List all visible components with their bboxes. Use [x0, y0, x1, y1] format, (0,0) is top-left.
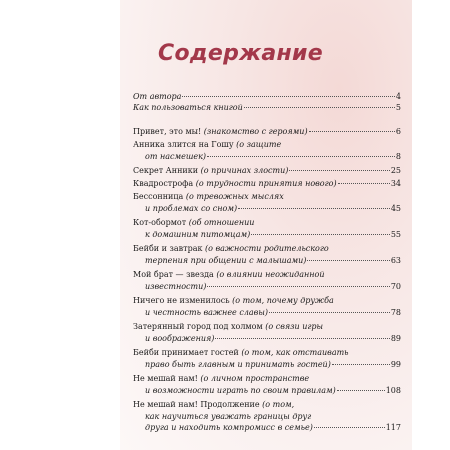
dot-leader — [314, 427, 385, 428]
toc-chapter-subtitle: (о том, — [262, 400, 295, 409]
toc-chapter-subtitle: Как пользоваться книгой — [133, 103, 243, 112]
toc-chapter-subtitle: и возможности играть по своим правилам) — [145, 385, 336, 395]
toc-page-number: 99 — [390, 359, 401, 369]
toc-entry-text — [145, 333, 214, 345]
dot-leader — [269, 312, 390, 313]
toc-chapter-subtitle: (о важности родительского — [205, 244, 329, 253]
toc-chapter-subtitle: друга и находить компромисс в семье) — [145, 423, 313, 432]
dot-leader — [337, 390, 385, 391]
toc-chapter-subtitle: как научиться уважать границы друг — [145, 411, 312, 421]
toc-entry-text — [133, 191, 284, 203]
toc-chapter-subtitle: (о том, как отстаивать — [241, 348, 349, 357]
toc-entry-line — [133, 373, 401, 385]
toc-entry — [133, 217, 401, 240]
toc-entry — [133, 178, 401, 190]
toc-entry-line — [133, 229, 401, 241]
toc-entry-text — [133, 269, 325, 281]
toc-page-number: 6 — [395, 127, 401, 136]
toc-entry-line — [133, 243, 401, 255]
toc-entry-text — [145, 359, 331, 371]
toc-entry-line — [133, 411, 401, 423]
dot-leader — [332, 364, 390, 365]
toc-entry-text — [133, 91, 181, 103]
toc-entry — [133, 243, 401, 266]
dot-leader — [289, 170, 389, 171]
toc-chapter-subtitle: (о причинах злости) — [200, 166, 289, 175]
toc-page-number: 108 — [385, 385, 401, 395]
toc-entry-text — [133, 373, 309, 385]
toc-chapter-subtitle: (знакомство с героями) — [203, 127, 308, 136]
toc-entry-text — [133, 399, 294, 411]
toc-entry-text — [145, 203, 237, 215]
toc-chapter-subtitle: (о трудности принятия нового) — [195, 179, 337, 188]
toc-entry-line — [133, 151, 401, 163]
toc-entry — [133, 295, 401, 318]
toc-page-number: 34 — [390, 179, 401, 188]
toc-entry-text — [145, 411, 311, 423]
toc-chapter-title: Кот-обормот — [133, 218, 189, 227]
toc-entry-line — [133, 385, 401, 397]
toc-chapter-title: Не мешай нам! — [133, 374, 201, 383]
page-title: Содержание — [158, 41, 323, 66]
toc-entry — [133, 102, 401, 114]
toc-chapter-title: Секрет Анники — [133, 166, 201, 175]
toc-entry-line — [133, 347, 401, 359]
toc-entry-text — [145, 229, 250, 241]
toc-entry-line — [133, 255, 401, 267]
toc-entry-text — [133, 139, 281, 151]
toc-page-number: 63 — [390, 255, 401, 265]
toc-entry-text — [145, 422, 313, 434]
toc-page-number: 78 — [390, 307, 401, 317]
toc-chapter-title: Анника злится на Гошу — [133, 140, 237, 149]
toc-chapter-title: Квадрострофа — [133, 179, 196, 188]
toc-entry-text — [133, 165, 288, 177]
toc-entry-line — [133, 102, 401, 114]
toc-entry — [133, 321, 401, 344]
dot-leader — [207, 156, 395, 157]
dot-leader — [215, 338, 389, 339]
dot-leader — [251, 234, 390, 235]
dot-leader — [338, 183, 390, 184]
toc-entry-text — [133, 295, 334, 307]
toc-entry-line — [133, 191, 401, 203]
toc-chapter-subtitle: (о том, почему дружба — [232, 296, 334, 305]
toc-entry-line — [133, 165, 401, 177]
toc-entry-text — [133, 102, 243, 114]
toc-entry-line — [133, 321, 401, 333]
toc-entry-text — [145, 255, 306, 267]
toc-page-number: 45 — [390, 203, 401, 213]
toc-chapter-subtitle: От автора — [133, 92, 182, 101]
toc-entry-text — [145, 385, 336, 397]
toc-entry-text — [133, 243, 329, 255]
toc-chapter-title: Ничего не изменилось — [133, 296, 233, 305]
toc-page-number: 70 — [390, 281, 401, 291]
toc-entry-line — [133, 178, 401, 190]
toc-chapter-subtitle: (о защите — [236, 140, 282, 149]
dot-leader — [207, 286, 389, 287]
toc-chapter-subtitle: и воображения) — [145, 333, 215, 343]
toc-chapter-title: Бейби принимает гостей — [133, 348, 242, 357]
toc-chapter-subtitle: к домашним питомцам) — [145, 229, 251, 239]
toc-entry — [133, 269, 401, 292]
toc-chapter-subtitle: известности) — [145, 281, 207, 291]
toc-entry — [133, 191, 401, 214]
toc-entry-line — [133, 333, 401, 345]
toc-entry — [133, 91, 401, 103]
toc-entry-line — [133, 281, 401, 293]
toc-chapter-subtitle: и проблемах со сном) — [145, 203, 238, 213]
toc-entry-line — [133, 91, 401, 103]
toc-chapter-subtitle: (об отношении — [188, 218, 255, 227]
toc-entry-text — [133, 178, 337, 190]
toc-chapter-subtitle: от насмешек) — [145, 151, 207, 161]
toc-entry-line — [133, 217, 401, 229]
toc-entry-line — [133, 307, 401, 319]
toc-entry — [133, 373, 401, 396]
toc-chapter-title: Бессонница — [133, 192, 186, 201]
toc-entry — [133, 139, 401, 162]
toc-chapter-title: Бейби и завтрак — [133, 244, 206, 253]
toc-entry-line — [133, 269, 401, 281]
toc-entry-text — [133, 217, 254, 229]
toc-entry-line — [133, 139, 401, 151]
toc-chapter-subtitle: (о связи игры — [265, 322, 324, 331]
dot-leader — [309, 131, 395, 132]
toc-page-number: 89 — [390, 333, 401, 343]
toc-entry-text — [145, 151, 206, 163]
toc-page-number: 8 — [395, 151, 401, 161]
toc-entry — [133, 165, 401, 177]
toc-page-number: 117 — [385, 423, 401, 432]
toc-chapter-subtitle: (о тревожных мыслях — [185, 192, 284, 201]
toc-entry-text — [145, 281, 206, 293]
toc-chapter-subtitle: (о личном пространстве — [200, 374, 310, 383]
toc-chapter-title: Затерянный город под холмом — [133, 322, 266, 331]
toc-chapter-subtitle: и честность важнее славы) — [145, 307, 268, 317]
toc-entry-text — [145, 307, 268, 319]
dot-leader — [307, 260, 389, 261]
toc-entry-line — [133, 126, 401, 138]
toc-entry-line — [133, 422, 401, 434]
toc-page-number: 25 — [390, 166, 401, 175]
toc-chapter-title: Привет, это мы! — [133, 127, 204, 136]
dot-leader — [238, 208, 390, 209]
toc-entry-line — [133, 203, 401, 215]
toc-entry-text — [133, 347, 349, 359]
toc-entry — [133, 399, 401, 434]
toc-page-number: 4 — [395, 92, 401, 101]
toc-chapter-subtitle: право быть главным и принимать гостей) — [145, 359, 331, 369]
toc-chapter-subtitle: терпения при общении с малышами) — [145, 255, 307, 265]
toc-page-number: 5 — [395, 103, 401, 112]
dot-leader — [182, 96, 395, 97]
toc-page-number: 55 — [390, 229, 401, 239]
dot-leader — [244, 107, 395, 108]
toc-entry — [133, 347, 401, 370]
toc-entry-line — [133, 359, 401, 371]
toc-entry — [133, 126, 401, 138]
toc-chapter-title: Мой брат — звезда — [133, 270, 217, 279]
toc-entry-text — [133, 321, 323, 333]
toc-entry-text — [133, 126, 308, 138]
toc-entry-line — [133, 399, 401, 411]
toc-entry-line — [133, 295, 401, 307]
toc-chapter-subtitle: (о влиянии неожиданной — [216, 270, 325, 279]
toc-chapter-title: Не мешай нам! Продолжение — [133, 400, 263, 409]
